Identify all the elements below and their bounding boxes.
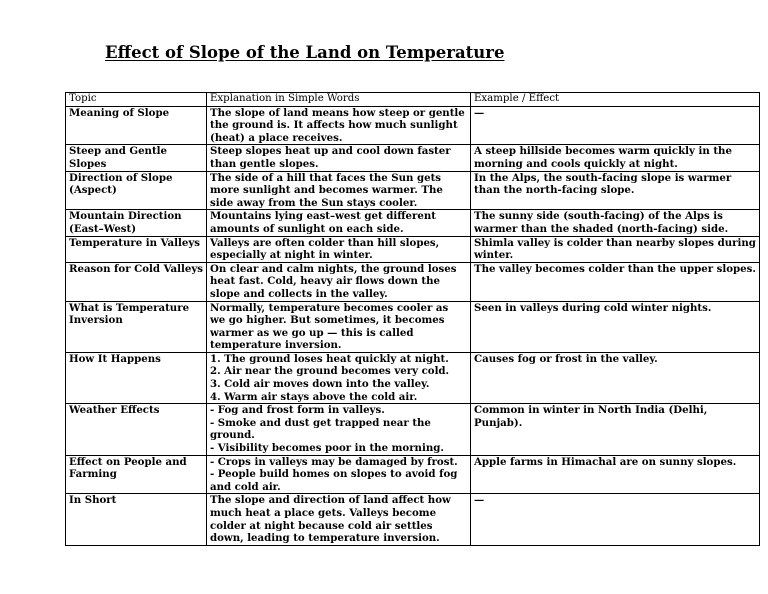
page-title: Effect of Slope of the Land on Temperature [105,43,505,62]
topic-cell: In Short [66,494,207,545]
table-row [66,106,760,145]
example-cell: — [471,494,760,545]
topic-cell: What is Temperature Inversion [66,301,207,352]
explanation-cell: The slope and direction of land affect how much heat a place gets. Valleys become colder at night because cold air settles down, leading to temperature inversion. [207,494,471,545]
example-cell: Seen in valleys during cold winter nights. [471,301,760,352]
table-row [66,455,760,494]
topic-cell: How It Happens [66,352,207,403]
topic-cell: Direction of Slope (Aspect) [66,171,207,210]
example-cell: A steep hillside becomes warm quickly in the morning and cools quickly at night. [471,145,760,171]
slope-temperature-table [65,92,760,546]
example-cell: Apple farms in Himachal are on sunny slopes. [471,455,760,494]
table-header-row [66,93,760,107]
header-example: Example / Effect [471,93,760,107]
topic-cell: Effect on People and Farming [66,455,207,494]
topic-cell: Steep and Gentle Slopes [66,145,207,171]
topic-cell: Weather Effects [66,404,207,455]
table-row [66,262,760,301]
explanation-cell: - Fog and frost form in valleys. - Smoke and dust get trapped near the ground. - Visibility becomes poor in the morning. [207,404,471,455]
example-cell: In the Alps, the south-facing slope is warmer than the north-facing slope. [471,171,760,210]
example-cell: The sunny side (south-facing) of the Alps is warmer than the shaded (north-facing) side. [471,210,760,236]
table-row [66,352,760,403]
topic-cell: Reason for Cold Valleys [66,262,207,301]
table-row [66,494,760,545]
topic-cell: Mountain Direction (East–West) [66,210,207,236]
table-row [66,171,760,210]
explanation-cell: - Crops in valleys may be damaged by frost. - People build homes on slopes to avoid fog and cold air. [207,455,471,494]
example-cell: The valley becomes colder than the upper slopes. [471,262,760,301]
topic-cell: Temperature in Valleys [66,236,207,262]
explanation-cell: Mountains lying east–west get different amounts of sunlight on each side. [207,210,471,236]
table-row [66,145,760,171]
topic-cell: Meaning of Slope [66,106,207,145]
explanation-cell: 1. The ground loses heat quickly at night. 2. Air near the ground becomes very cold. 3. Cold air moves down into the valley. 4. Warm air stays above the cold air. [207,352,471,403]
explanation-cell: On clear and calm nights, the ground loses heat fast. Cold, heavy air flows down the slope and collects in the valley. [207,262,471,301]
table-row [66,404,760,455]
explanation-cell: Steep slopes heat up and cool down faster than gentle slopes. [207,145,471,171]
example-cell: Causes fog or frost in the valley. [471,352,760,403]
example-cell: Common in winter in North India (Delhi, Punjab). [471,404,760,455]
header-topic: Topic [66,93,207,107]
example-cell: — [471,106,760,145]
table-row [66,301,760,352]
example-cell: Shimla valley is colder than nearby slopes during winter. [471,236,760,262]
header-explanation: Explanation in Simple Words [207,93,471,107]
table-row [66,210,760,236]
explanation-cell: The slope of land means how steep or gentle the ground is. It affects how much sunlight (heat) a place receives. [207,106,471,145]
table-row [66,236,760,262]
explanation-cell: Normally, temperature becomes cooler as we go higher. But sometimes, it becomes warmer as we go up — this is called temperature inversion. [207,301,471,352]
explanation-cell: The side of a hill that faces the Sun gets more sunlight and becomes warmer. The side away from the Sun stays cooler. [207,171,471,210]
explanation-cell: Valleys are often colder than hill slopes, especially at night in winter. [207,236,471,262]
